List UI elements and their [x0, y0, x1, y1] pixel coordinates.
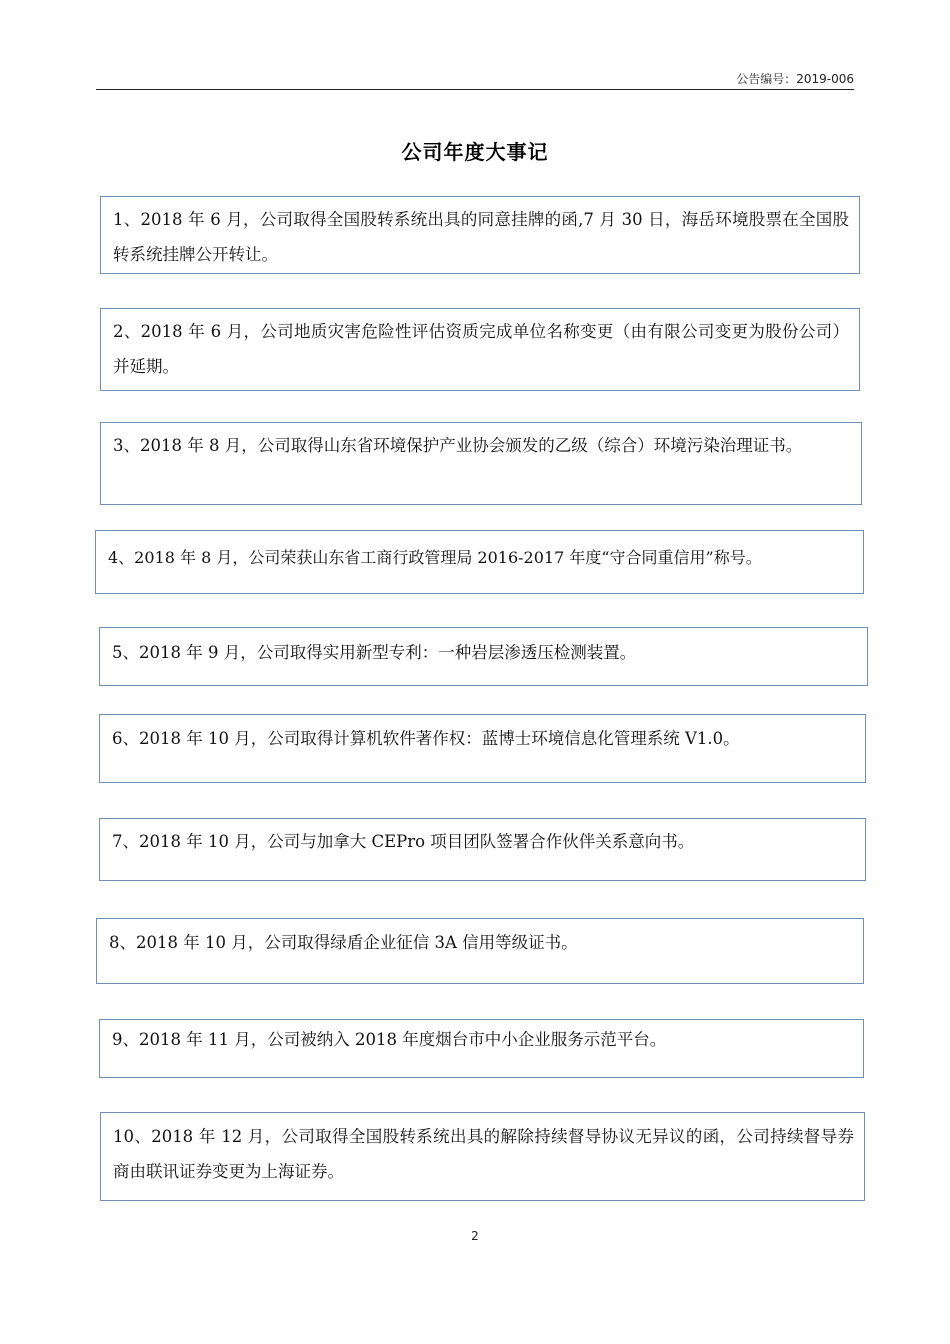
event-item-7: 7、2018 年 10 月，公司与加拿大 CEPro 项目团队签署合作伙伴关系意向书。	[99, 818, 866, 881]
announcement-code: 公告编号：2019-006	[736, 72, 854, 86]
event-item-1: 1、2018 年 6 月，公司取得全国股转系统出具的同意挂牌的函,7 月 30 日，海岳环境股票在全国股转系统挂牌公开转让。	[100, 196, 860, 274]
event-item-5: 5、2018 年 9 月，公司取得实用新型专利：一种岩层渗透压检测装置。	[99, 627, 868, 686]
event-item-2: 2、2018 年 6 月，公司地质灾害危险性评估资质完成单位名称变更（由有限公司变更为股份公司）并延期。	[100, 308, 860, 391]
page-number: 2	[471, 1229, 479, 1243]
event-item-3: 3、2018 年 8 月，公司取得山东省环境保护产业协会颁发的乙级（综合）环境污染治理证书。	[100, 422, 862, 505]
event-item-8: 8、2018 年 10 月，公司取得绿盾企业征信 3A 信用等级证书。	[96, 918, 864, 984]
page-title: 公司年度大事记	[401, 140, 549, 164]
header-rule	[96, 89, 854, 90]
event-item-4: 4、2018 年 8 月，公司荣获山东省工商行政管理局 2016-2017 年度“守合同重信用”称号。	[95, 530, 864, 594]
event-item-6: 6、2018 年 10 月，公司取得计算机软件著作权：蓝博士环境信息化管理系统 V1.0。	[99, 714, 866, 783]
event-item-9: 9、2018 年 11 月，公司被纳入 2018 年度烟台市中小企业服务示范平台。	[99, 1019, 864, 1078]
event-item-10: 10、2018 年 12 月，公司取得全国股转系统出具的解除持续督导协议无异议的函，公司持续督导券商由联讯证券变更为上海证券。	[100, 1112, 865, 1201]
